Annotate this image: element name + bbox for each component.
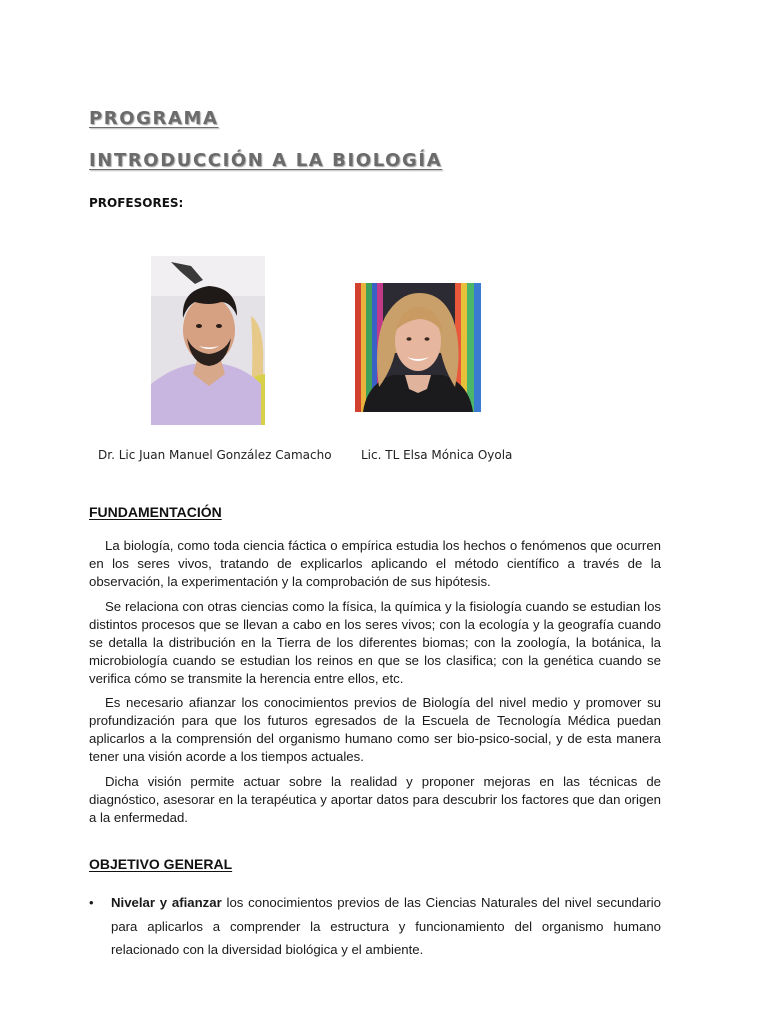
section-title-fundamentacion: FUNDAMENTACIÓN — [89, 504, 222, 520]
fundamentacion-paragraph: Se relaciona con otras ciencias como la física, la química y la fisiología cuando se estudian los distintos procesos que se llevan a cabo en los seres vivos; con la ecología y la geografía cuando se detalla la distribución en la Tierra de los diferentes biomas; con la zoología, la botánica, la microbiología cuando se estudian los reinos en que se los clasifica; con la genética cuando se verifica cómo se transmite la herencia entre ellos, etc. — [89, 598, 661, 686]
section-title-objetivo: OBJETIVO GENERAL — [89, 856, 233, 872]
professor-caption-2: Lic. TL Elsa Mónica Oyola — [361, 448, 513, 462]
fundamentacion-paragraph: La biología, como toda ciencia fáctica o empírica estudia los hechos o fenómenos que ocurren en los seres vivos, tratando de explicarlos aplicando el método científico a través de la observación, la experimentación y la comprobación de sus hipótesis. — [89, 538, 661, 589]
page-title: PROGRAMA — [89, 108, 219, 129]
professors-label: PROFESORES: — [89, 196, 184, 210]
bullet-icon: • — [89, 895, 94, 910]
objectives-list — [89, 891, 661, 962]
course-title: INTRODUCCIÓN A LA BIOLOGÍA — [89, 150, 443, 171]
fundamentacion-body — [89, 537, 661, 833]
objective-text: los conocimientos previos de las Ciencias Naturales del nivel secundario para aplicarlos a comprender la estructura y funcionamiento del organismo humano relacionado con la diversidad biológica y el ambiente. — [111, 895, 661, 957]
professor-photo-2 — [355, 283, 481, 412]
professor-caption-1: Dr. Lic Juan Manuel González Camacho — [98, 448, 332, 462]
professor-photo-1 — [151, 256, 265, 425]
fundamentacion-paragraph: Dicha visión permite actuar sobre la realidad y proponer mejoras en las técnicas de diagnóstico, asesorar en la terapéutica y aportar datos para descubrir los factores que dan origen a la enfermedad. — [89, 773, 661, 825]
fundamentacion-paragraph: Es necesario afianzar los conocimientos previos de Biología del nivel medio y promover su profundización para que los futuros egresados de la Escuela de Tecnología Médica puedan aplicarlos a la comprensión del organismo humano como ser bio-psico-social, y de esta manera tener una visión acorde a los tiempos actuales. — [89, 695, 661, 764]
objective-keyword: Nivelar y afianzar — [111, 895, 222, 910]
list-item — [89, 891, 661, 962]
